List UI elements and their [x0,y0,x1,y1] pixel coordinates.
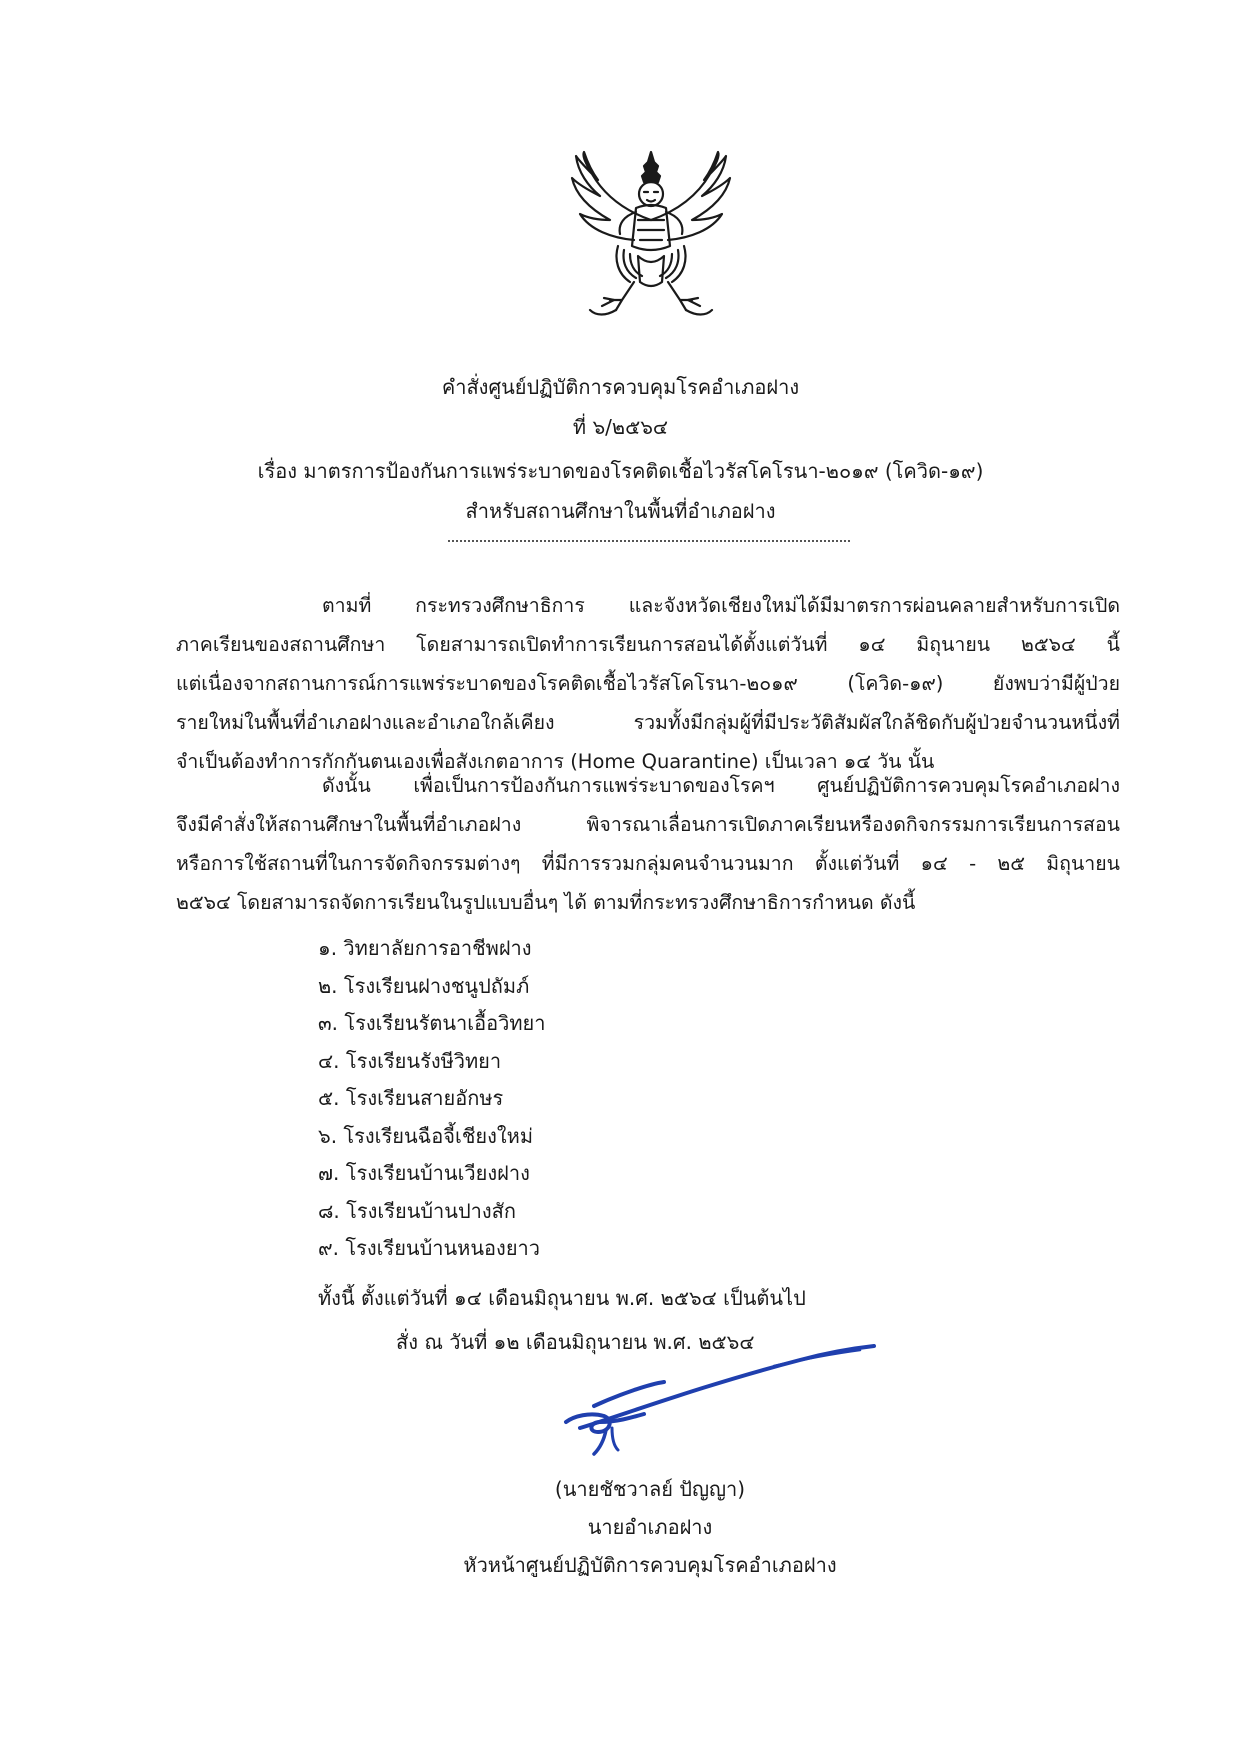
signer-position: นายอำเภอฝาง [587,1515,713,1539]
list-item: ๒. โรงเรียนฝางชนูปถัมภ์ [318,973,530,998]
paragraph-line: ดังนั้น เพื่อเป็นการป้องกันการแพร่ระบาดของโรคฯ ศูนย์ปฏิบัติการควบคุมโรคอำเภอฝาง [322,774,1120,797]
paragraph-line: ๒๕๖๔ โดยสามารถจัดการเรียนในรูปแบบอื่นๆ ได้ ตามที่กระทรวงศึกษาธิการกำหนด ดังนี้ [176,891,916,914]
school-list [318,930,545,1268]
order-title: คำสั่งศูนย์ปฏิบัติการควบคุมโรคอำเภอฝาง [441,375,800,399]
paragraph-line: รายใหม่ในพื้นที่อำเภอฝางและอำเภอใกล้เคียง รวมทั้งมีกลุ่มผู้ที่มีประวัติสัมผัสใกล้ชิดกับผู้ป่วยจำนวนหนึ่งที่ [176,711,1120,734]
list-item: ๗. โรงเรียนบ้านเวียงฝาง [318,1161,530,1185]
paragraph-line: แต่เนื่องจากสถานการณ์การแพร่ระบาดของโรคติดเชื้อไวรัสโคโรนา-๒๐๑๙ (โควิด-๑๙) ยังพบว่ามีผู้ป่วย [176,672,1120,695]
list-item: ๔. โรงเรียนรังษีวิทยา [318,1048,502,1073]
separator-dotted-line [448,540,850,542]
subject-line-1: เรื่อง มาตรการป้องกันการแพร่ระบาดของโรคติดเชื้อไวรัสโคโรนา-๒๐๑๙ (โควิด-๑๙) [257,459,984,483]
paragraph-line: จึงมีคำสั่งให้สถานศึกษาในพื้นที่อำเภอฝาง พิจารณาเลื่อนการเปิดภาคเรียนหรืองดกิจกรรมการเรียนการสอน [176,813,1120,836]
list-item: ๕. โรงเรียนสายอักษร [318,1086,504,1110]
paragraph-line: จำเป็นต้องทำการกักกันตนเองเพื่อสังเกตอาการ (Home Quarantine) เป็นเวลา ๑๔ วัน นั้น [176,750,935,773]
paragraph-line: หรือการใช้สถานที่ในการจัดกิจกรรมต่างๆ ที่มีการรวมกลุ่มคนจำนวนมาก ตั้งแต่วันที่ ๑๔ - ๒๕ มิถุนายน [176,852,1120,875]
list-item: ๓. โรงเรียนรัตนาเอื้อวิทยา [318,1011,546,1035]
signature-block [400,1470,900,1584]
paragraph-1 [176,586,1120,781]
ordered-date-line: สั่ง ณ วันที่ ๑๒ เดือนมิถุนายน พ.ศ. ๒๕๖๔ [396,1330,755,1354]
list-item: ๖. โรงเรียนฉือจี้เชียงใหม่ [318,1123,534,1148]
order-number: ที่ ๖/๒๕๖๔ [572,415,669,439]
paragraph-line: ภาคเรียนของสถานศึกษา โดยสามารถเปิดทำการเรียนการสอนได้ตั้งแต่วันที่ ๑๔ มิถุนายน ๒๕๖๔ นี้ [176,633,1120,656]
list-item: ๑. วิทยาลัยการอาชีพฝาง [318,936,532,960]
list-item: ๙. โรงเรียนบ้านหนองยาว [318,1236,540,1260]
effective-date-line: ทั้งนี้ ตั้งแต่วันที่ ๑๔ เดือนมิถุนายน พ.ศ. ๒๕๖๔ เป็นต้นไป [318,1286,806,1310]
signer-name: (นายชัชวาลย์ ปัญญา) [554,1477,746,1501]
paragraph-2 [176,766,1120,922]
subject-line-2: สำหรับสถานศึกษาในพื้นที่อำเภอฝาง [465,499,776,523]
signer-role: หัวหน้าศูนย์ปฏิบัติการควบคุมโรคอำเภอฝาง [463,1553,837,1577]
list-item: ๘. โรงเรียนบ้านปางสัก [318,1198,516,1223]
signature-icon [560,1336,880,1456]
paragraph-line: ตามที่ กระทรวงศึกษาธิการ และจังหวัดเชียงใหม่ได้มีมาตรการผ่อนคลายสำหรับการเปิด [322,594,1120,617]
garuda-emblem-icon [558,150,744,320]
